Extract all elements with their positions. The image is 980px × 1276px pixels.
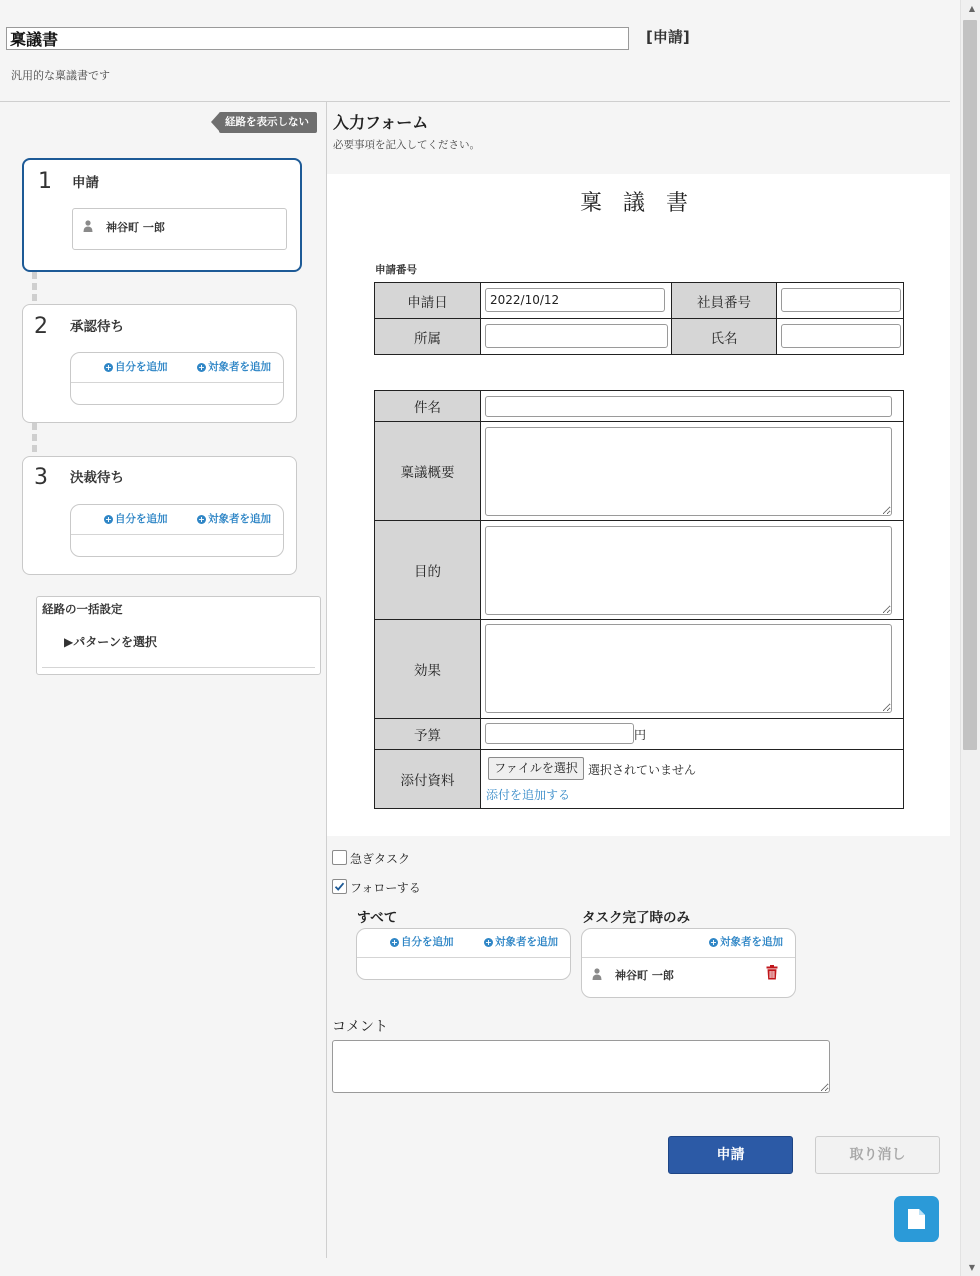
name-label: 氏名 (672, 319, 777, 355)
person-icon (83, 220, 93, 232)
plus-circle-icon: + (198, 515, 205, 524)
hide-route-button[interactable]: 経路を表示しない (219, 112, 317, 133)
route-connector (32, 272, 37, 304)
choose-file-button[interactable]: ファイルを選択 (488, 757, 584, 780)
subject-label: 件名 (375, 391, 481, 422)
plus-circle-icon: + (105, 363, 112, 372)
summary-textarea[interactable] (485, 427, 892, 516)
document-description: 汎用的な稟議書です (11, 69, 110, 82)
bulk-divider (42, 667, 315, 668)
comment-label: コメント (332, 1019, 388, 1035)
name-input[interactable] (781, 324, 901, 348)
add-target-link[interactable]: + 対象者を追加 (198, 361, 271, 373)
add-attachment-link[interactable]: 添付を追加する (486, 788, 571, 802)
form-section-subtitle: 必要事項を記入してください。 (333, 139, 480, 151)
plus-circle-icon: + (105, 515, 112, 524)
file-status-text: 選択されていません (588, 763, 697, 777)
step-name: 決裁待ち (70, 470, 124, 486)
checkmark-icon (333, 880, 346, 893)
budget-input[interactable] (485, 723, 634, 744)
follow-all-title: すべて (357, 910, 398, 926)
applicant-name: 神谷町 一郎 (106, 221, 165, 234)
date-label: 申請日 (375, 283, 481, 319)
comment-textarea[interactable] (332, 1040, 830, 1093)
request-number-label: 申請番号 (375, 264, 417, 276)
document-heading: 稟議書 (580, 191, 710, 216)
add-self-link[interactable]: + 自分を追加 (105, 361, 168, 373)
cancel-button[interactable]: 取り消し (815, 1136, 940, 1174)
scrollbar-thumb[interactable] (963, 20, 977, 750)
department-input[interactable] (485, 324, 668, 348)
applicant-user-box (72, 208, 287, 250)
follow-checkbox[interactable] (332, 879, 347, 894)
scroll-up-arrow-icon[interactable]: ▲ (968, 4, 975, 13)
plus-circle-icon: + (391, 938, 398, 947)
effect-label: 効果 (375, 620, 481, 719)
form-section-title: 入力フォーム (333, 113, 429, 132)
follow-all-add-target-link[interactable]: + 対象者を追加 (485, 936, 558, 948)
status-badge: [申請] (646, 28, 690, 46)
person-icon (592, 968, 602, 980)
plus-circle-icon: + (198, 363, 205, 372)
submit-button[interactable]: 申請 (668, 1136, 793, 1174)
route-bulk-settings-title: 経路の一括設定 (42, 602, 123, 616)
step-number: 1 (38, 169, 52, 194)
scroll-down-arrow-icon[interactable]: ▼ (968, 1263, 975, 1272)
department-label: 所属 (375, 319, 481, 355)
employee-no-input[interactable] (781, 288, 901, 312)
step-name: 申請 (72, 175, 99, 191)
plus-circle-icon: + (485, 938, 492, 947)
follow-done-title: タスク完了時のみ (582, 910, 690, 926)
follow-label: フォローする (350, 881, 421, 895)
plus-circle-icon: + (710, 938, 717, 947)
step-number: 3 (34, 465, 48, 490)
add-self-link[interactable]: + 自分を追加 (105, 513, 168, 525)
document-fab-button[interactable] (894, 1196, 939, 1242)
follow-done-user-name: 神谷町 一郎 (615, 969, 674, 982)
date-input[interactable] (485, 288, 665, 312)
follow-done-add-target-link[interactable]: + 対象者を追加 (710, 936, 783, 948)
effect-textarea[interactable] (485, 624, 892, 713)
attachment-label: 添付資料 (375, 750, 481, 809)
select-pattern-toggle[interactable]: ▶パターンを選択 (64, 635, 157, 649)
trash-icon[interactable] (766, 965, 778, 980)
urgent-checkbox[interactable] (332, 850, 347, 865)
add-target-link[interactable]: + 対象者を追加 (198, 513, 271, 525)
yen-unit-label: 円 (634, 728, 647, 742)
employee-no-label: 社員番号 (672, 283, 777, 319)
header-divider (0, 101, 950, 102)
subject-input[interactable] (485, 396, 892, 417)
document-icon (907, 1208, 926, 1230)
urgent-label: 急ぎタスク (350, 852, 411, 866)
route-connector (32, 423, 37, 456)
summary-label: 稟議概要 (375, 422, 481, 521)
purpose-label: 目的 (375, 521, 481, 620)
step-number: 2 (34, 314, 48, 339)
document-title-input[interactable] (6, 27, 629, 50)
follow-all-add-self-link[interactable]: + 自分を追加 (391, 936, 454, 948)
budget-label: 予算 (375, 719, 481, 750)
purpose-textarea[interactable] (485, 526, 892, 615)
step-name: 承認待ち (70, 319, 124, 335)
